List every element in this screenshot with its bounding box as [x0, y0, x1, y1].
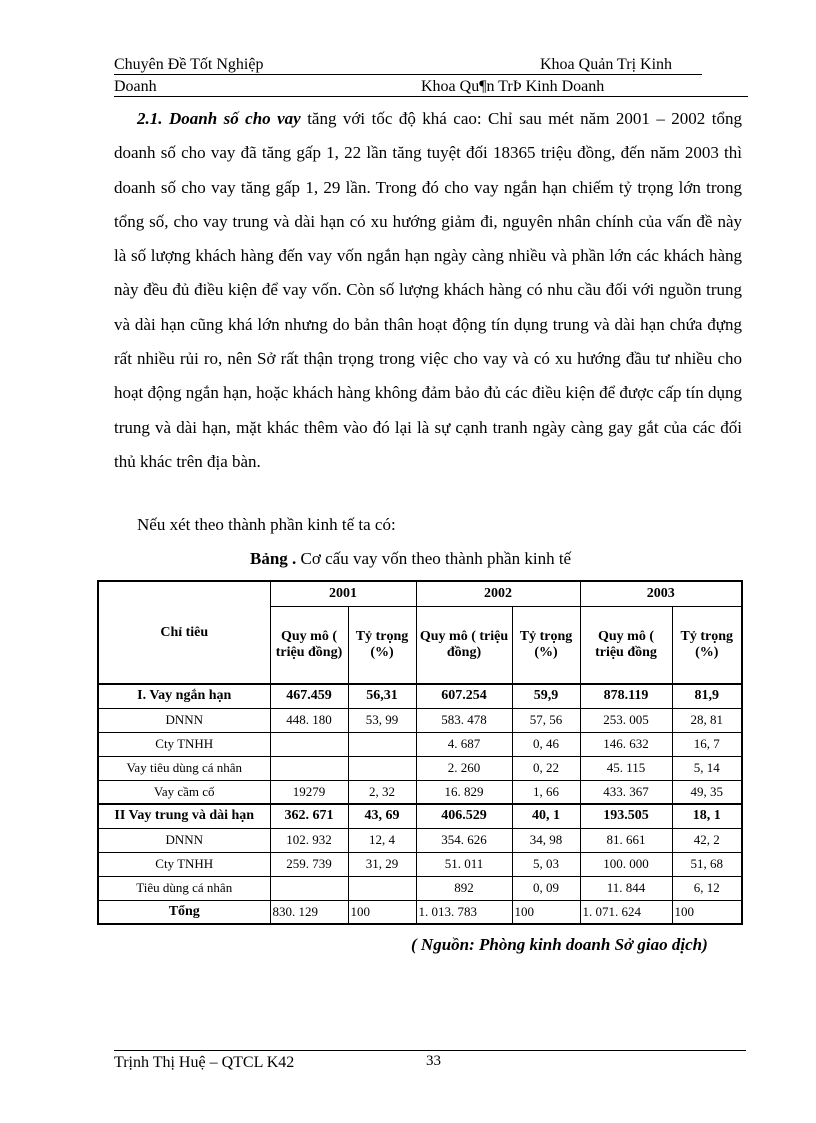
cell: 467.459 [270, 684, 348, 708]
cell: 583. 478 [416, 708, 512, 732]
cell: 354. 626 [416, 828, 512, 852]
row-label: DNNN [98, 828, 270, 852]
cell: 146. 632 [580, 732, 672, 756]
cell: 0, 46 [512, 732, 580, 756]
row-label: Cty TNHH [98, 732, 270, 756]
cell: 31, 29 [348, 852, 416, 876]
row-label: Cty TNHH [98, 852, 270, 876]
cell [348, 876, 416, 900]
table-row [98, 828, 742, 852]
cell: 607.254 [416, 684, 512, 708]
cell: 43, 69 [348, 804, 416, 828]
cell: 878.119 [580, 684, 672, 708]
subheader: Tỷ trọng (%) [348, 607, 416, 685]
row-label: Vay tiêu dùng cá nhân [98, 756, 270, 780]
table-caption [250, 549, 571, 569]
cell: 49, 35 [672, 780, 742, 804]
cell: 2, 32 [348, 780, 416, 804]
cell: 34, 98 [512, 828, 580, 852]
cell: 100 [512, 900, 580, 924]
cell: 253. 005 [580, 708, 672, 732]
header-title-left-line2: Doanh [114, 78, 157, 95]
cell: 42, 2 [672, 828, 742, 852]
table-row [98, 780, 742, 804]
intro-line: Nếu xét theo thành phần kinh tế ta có: [137, 515, 396, 534]
cell: 1. 013. 783 [416, 900, 512, 924]
loan-structure-table [97, 580, 743, 925]
cell: 19279 [270, 780, 348, 804]
cell: 0, 09 [512, 876, 580, 900]
subheader: Quy mô ( triệu đồng [580, 607, 672, 685]
subheader: Quy mô ( triệu đồng) [270, 607, 348, 685]
cell: 100 [672, 900, 742, 924]
cell [348, 732, 416, 756]
header-title-right: Khoa Quản Trị Kinh [540, 56, 673, 73]
cell [270, 876, 348, 900]
table-row-total [98, 900, 742, 924]
year-header-2001: 2001 [270, 581, 416, 607]
footer-rule [114, 1050, 746, 1051]
row-label: I. Vay ngắn hạn [98, 684, 270, 708]
cell: 12, 4 [348, 828, 416, 852]
col-header-indicator: Chỉ tiêu [98, 581, 270, 684]
table-row [98, 756, 742, 780]
year-header-2002: 2002 [416, 581, 580, 607]
row-label: DNNN [98, 708, 270, 732]
footer-author: Trịnh Thị Huệ – QTCL K42 [114, 1054, 295, 1071]
cell: 259. 739 [270, 852, 348, 876]
cell: 40, 1 [512, 804, 580, 828]
page-number: 33 [426, 1053, 441, 1069]
cell [270, 756, 348, 780]
cell: 433. 367 [580, 780, 672, 804]
year-header-2003: 2003 [580, 581, 742, 607]
cell: 11. 844 [580, 876, 672, 900]
cell: 51, 68 [672, 852, 742, 876]
cell: 5, 14 [672, 756, 742, 780]
cell: 0, 22 [512, 756, 580, 780]
header-title-left: Chuyên Đề Tốt Nghiệp [114, 56, 264, 73]
header-rule-1 [114, 74, 702, 75]
caption-label: Bảng . [250, 549, 297, 568]
paragraph-text: tăng với tốc độ khá cao: Chỉ sau mét năm 2001 – 2002 tổng doanh số cho vay đã tăng gấp 1, 22 lần tăng tuyệt đối 18365 triệu đồng, đến năm 2003 thì doanh số cho vay tăng gấp 1, 29 lần. Trong đó cho vay ngắn hạn chiếm tỷ trọng lớn trong tổng số, cho vay trung và dài hạn có xu hướng giảm đi, nguyên nhân chính của vấn đề này là số lượng khách hàng đến vay vốn ngắn hạn ngày càng nhiều và phần lớn các khách hàng này đều đủ điều kiện để vay vốn. Còn số lượng khách hàng có nhu cầu đối với nguồn trung và dài hạn cũng khá lớn nhưng do bản thân hoạt động tín dụng trung và dài hạn chứa đựng rất nhiều rủi ro, nên Sở rất thận trọng trong việc cho vay và có xu hướng đầu tư nhiều cho hoạt động ngắn hạn, hoặc khách hàng không đảm bảo đủ các điều kiện để được cấp tín dụng trung và dài hạn, mặt khác thêm vào đó lại là sự cạnh tranh ngày càng gay gắt của các đối thủ khác trên địa bàn. [114, 109, 742, 471]
subheader: Tỷ trọng (%) [512, 607, 580, 685]
table-source-note: ( Nguồn: Phòng kinh doanh Sở giao dịch) [411, 935, 708, 954]
table-row [98, 684, 742, 708]
cell: 28, 81 [672, 708, 742, 732]
cell [270, 732, 348, 756]
table-row [98, 876, 742, 900]
cell: 193.505 [580, 804, 672, 828]
cell: 56,31 [348, 684, 416, 708]
cell: 18, 1 [672, 804, 742, 828]
cell: 448. 180 [270, 708, 348, 732]
cell: 51. 011 [416, 852, 512, 876]
cell: 81,9 [672, 684, 742, 708]
cell: 406.529 [416, 804, 512, 828]
cell: 102. 932 [270, 828, 348, 852]
cell: 892 [416, 876, 512, 900]
header-rule-2 [114, 96, 748, 97]
cell: 100. 000 [580, 852, 672, 876]
table-row [98, 852, 742, 876]
cell: 1. 071. 624 [580, 900, 672, 924]
table-row [98, 732, 742, 756]
cell: 57, 56 [512, 708, 580, 732]
caption-text: Cơ cấu vay vốn theo thành phần kinh tế [296, 549, 572, 568]
cell [348, 756, 416, 780]
table-row [98, 708, 742, 732]
cell: 4. 687 [416, 732, 512, 756]
cell: 362. 671 [270, 804, 348, 828]
cell: 16, 7 [672, 732, 742, 756]
cell: 1, 66 [512, 780, 580, 804]
row-label: Tiêu dùng cá nhân [98, 876, 270, 900]
cell: 100 [348, 900, 416, 924]
cell: 59,9 [512, 684, 580, 708]
section-heading: 2.1. Doanh số cho vay [137, 109, 301, 128]
table-row [98, 804, 742, 828]
body-paragraph [114, 102, 742, 479]
cell: 45. 115 [580, 756, 672, 780]
row-label: II Vay trung và dài hạn [98, 804, 270, 828]
cell: 81. 661 [580, 828, 672, 852]
header-title-right-line2: Khoa Qu¶n TrÞ Kinh Doanh [421, 78, 605, 95]
subheader: Tỷ trọng (%) [672, 607, 742, 685]
cell: 6, 12 [672, 876, 742, 900]
row-label: Tổng [98, 900, 270, 924]
cell: 2. 260 [416, 756, 512, 780]
row-label: Vay cầm cố [98, 780, 270, 804]
cell: 830. 129 [270, 900, 348, 924]
cell: 16. 829 [416, 780, 512, 804]
cell: 5, 03 [512, 852, 580, 876]
cell: 53, 99 [348, 708, 416, 732]
subheader: Quy mô ( triệu đồng) [416, 607, 512, 685]
